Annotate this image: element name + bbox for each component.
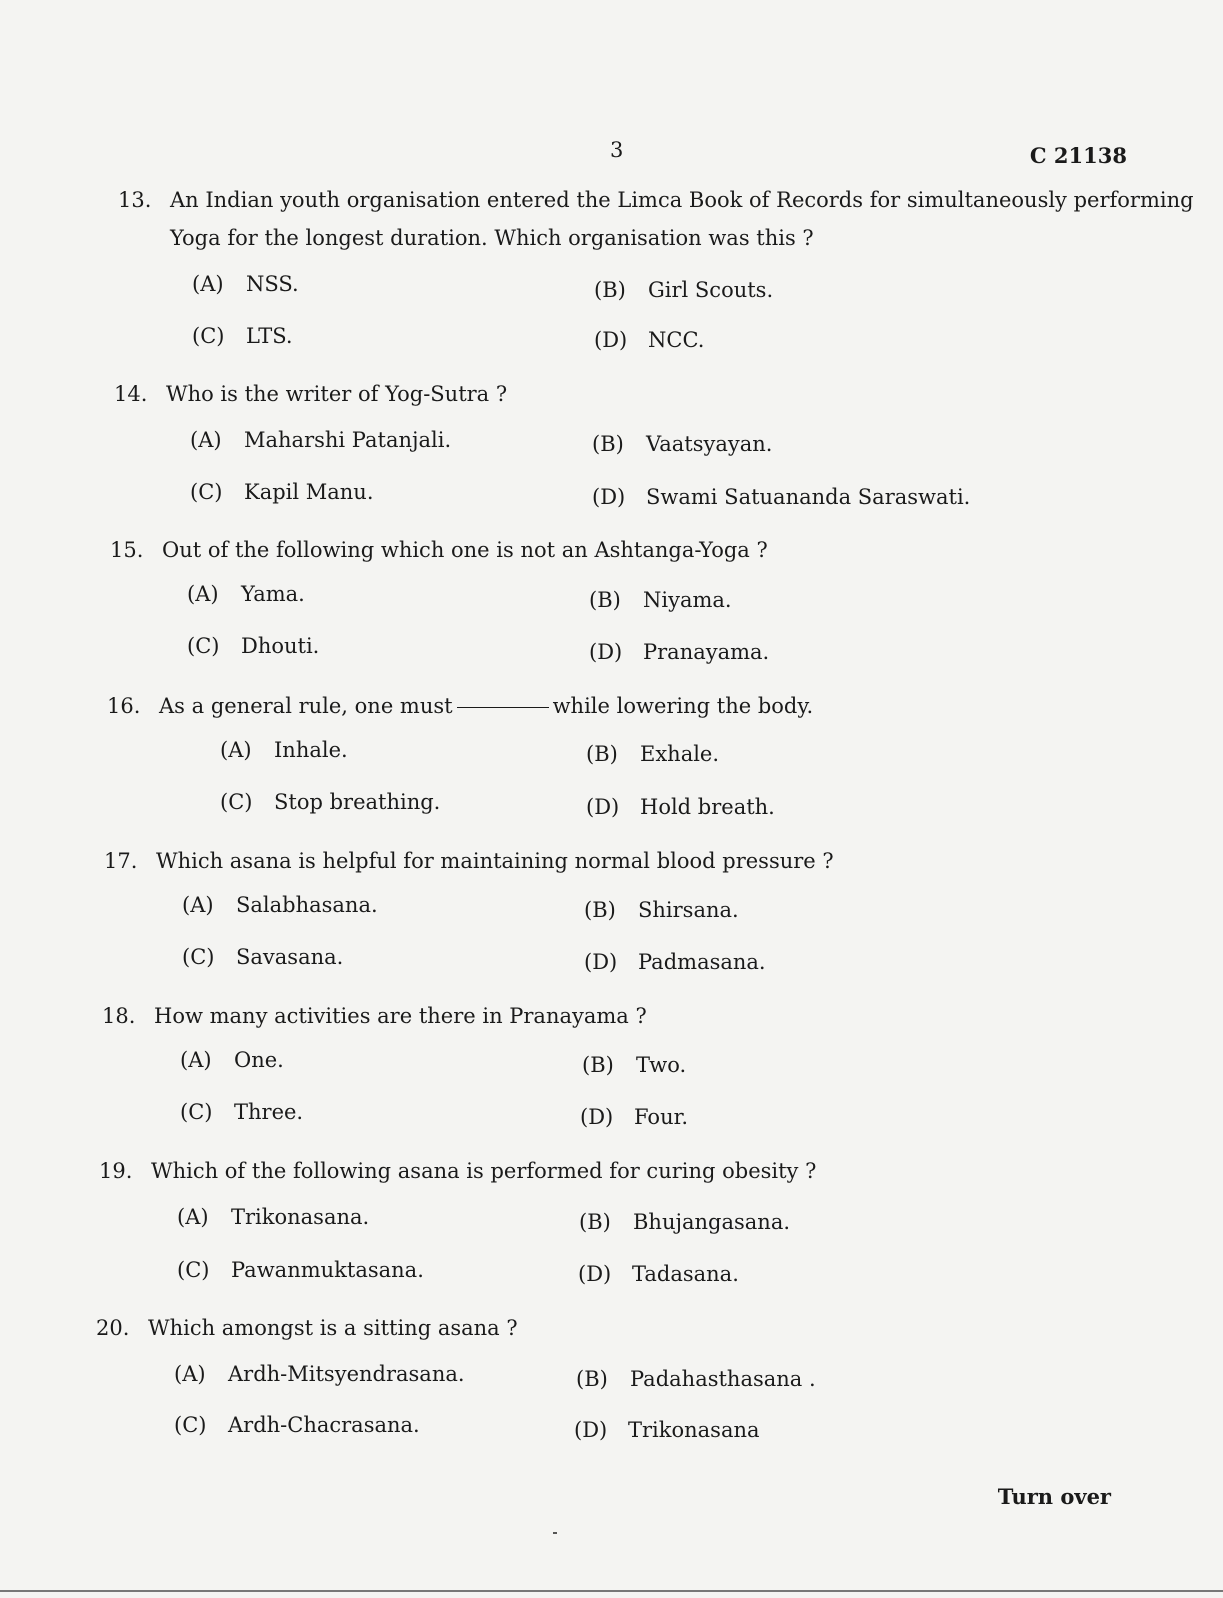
- option-b: [592, 432, 772, 456]
- option-letter: (B): [586, 742, 618, 766]
- option-letter: (A): [192, 272, 224, 296]
- option-text: Pawanmuktasana.: [231, 1258, 424, 1282]
- option-text: Stop breathing.: [274, 790, 441, 814]
- option-text: Yama.: [241, 582, 305, 606]
- option-d: [574, 1418, 760, 1442]
- option-letter: (D): [594, 328, 628, 352]
- option-text: Kapil Manu.: [244, 480, 374, 504]
- option-text: Bhujangasana.: [633, 1210, 791, 1234]
- option-text: Maharshi Patanjali.: [244, 428, 452, 452]
- option-a: [174, 1362, 465, 1386]
- option-text: NCC.: [648, 328, 705, 352]
- option-letter: (D): [574, 1418, 608, 1442]
- question-20: [96, 1310, 996, 1350]
- option-text: NSS.: [246, 272, 299, 296]
- scan-speck: [553, 1532, 557, 1534]
- option-text: Shirsana.: [638, 898, 739, 922]
- question-number: 20.: [96, 1316, 130, 1340]
- option-a: [180, 1048, 284, 1072]
- option-a: [190, 428, 451, 452]
- option-letter: (C): [220, 790, 253, 814]
- option-d: [580, 1105, 688, 1129]
- option-letter: (A): [174, 1362, 206, 1386]
- question-number: 19.: [99, 1159, 133, 1183]
- option-c: [187, 634, 319, 658]
- option-letter: (A): [220, 738, 252, 762]
- option-text: Trikonasana: [628, 1418, 760, 1442]
- option-text: Swami Satuananda Saraswati.: [646, 485, 971, 509]
- question-19: [99, 1153, 999, 1193]
- fill-in-blank: [457, 707, 549, 708]
- question-text: An Indian youth organisation entered the Limca Book of Records for simultaneously performing: [170, 188, 1194, 212]
- option-c: [220, 790, 440, 814]
- option-letter: (B): [576, 1367, 608, 1391]
- option-a: [182, 893, 378, 917]
- question-text: Which amongst is a sitting asana ?: [148, 1316, 518, 1340]
- question-15: [110, 532, 1010, 572]
- question-text-continued: Yoga for the longest duration. Which organisation was this ?: [170, 226, 814, 250]
- option-text: Trikonasana.: [231, 1205, 370, 1229]
- question-text: Which asana is helpful for maintaining normal blood pressure ?: [156, 849, 834, 873]
- question-number: 13.: [118, 188, 152, 212]
- option-b: [576, 1367, 816, 1391]
- option-letter: (D): [592, 485, 626, 509]
- question-13: [118, 182, 1194, 262]
- option-text: Three.: [234, 1100, 304, 1124]
- option-text: LTS.: [246, 324, 293, 348]
- option-letter: (C): [182, 945, 215, 969]
- option-b: [594, 278, 773, 302]
- question-number: 18.: [102, 1004, 136, 1028]
- option-text: Exhale.: [640, 742, 720, 766]
- option-text: One.: [234, 1048, 284, 1072]
- option-d: [594, 328, 704, 352]
- option-d: [586, 795, 775, 819]
- option-text: Padahasthasana .: [630, 1367, 816, 1391]
- option-letter: (B): [592, 432, 624, 456]
- option-a: [177, 1205, 369, 1229]
- option-text: Inhale.: [274, 738, 348, 762]
- paper-code: C 21138: [1029, 143, 1127, 168]
- option-letter: (A): [187, 582, 219, 606]
- option-d: [592, 485, 970, 509]
- option-letter: (C): [177, 1258, 210, 1282]
- question-16: [107, 688, 1007, 728]
- option-letter: (B): [589, 588, 621, 612]
- option-text: Ardh-Mitsyendrasana.: [228, 1362, 465, 1386]
- option-a: [220, 738, 348, 762]
- question-number: 17.: [104, 849, 138, 873]
- option-letter: (B): [582, 1053, 614, 1077]
- option-c: [190, 480, 374, 504]
- question-text-before-blank: As a general rule, one must: [159, 694, 453, 718]
- question-text: Out of the following which one is not an Ashtanga-Yoga ?: [162, 538, 768, 562]
- option-letter: (C): [192, 324, 225, 348]
- option-text: Vaatsyayan.: [646, 432, 773, 456]
- question-text: Which of the following asana is performed for curing obesity ?: [151, 1159, 817, 1183]
- option-a: [192, 272, 299, 296]
- option-text: Niyama.: [643, 588, 732, 612]
- option-text: Pranayama.: [643, 640, 770, 664]
- question-14: [114, 376, 1014, 416]
- page-number: 3: [610, 138, 624, 162]
- option-letter: (B): [584, 898, 616, 922]
- option-a: [187, 582, 305, 606]
- option-b: [584, 898, 739, 922]
- option-letter: (C): [190, 480, 223, 504]
- option-text: Savasana.: [236, 945, 344, 969]
- option-letter: (D): [589, 640, 623, 664]
- option-text: Two.: [636, 1053, 687, 1077]
- question-18: [102, 998, 1002, 1038]
- option-c: [182, 945, 343, 969]
- option-letter: (B): [579, 1210, 611, 1234]
- option-text: Girl Scouts.: [648, 278, 774, 302]
- option-letter: (A): [180, 1048, 212, 1072]
- option-letter: (D): [586, 795, 620, 819]
- option-text: Ardh-Chacrasana.: [228, 1413, 420, 1437]
- option-letter: (C): [174, 1413, 207, 1437]
- option-d: [584, 950, 766, 974]
- option-letter: (D): [578, 1262, 612, 1286]
- option-c: [192, 324, 293, 348]
- option-d: [578, 1262, 739, 1286]
- option-letter: (C): [180, 1100, 213, 1124]
- question-17: [104, 843, 1004, 883]
- option-d: [589, 640, 769, 664]
- question-text: [159, 688, 813, 724]
- option-text: Salabhasana.: [236, 893, 378, 917]
- option-letter: (B): [594, 278, 626, 302]
- option-b: [582, 1053, 686, 1077]
- option-c: [180, 1100, 303, 1124]
- option-text: Four.: [634, 1105, 688, 1129]
- option-c: [174, 1413, 420, 1437]
- page-edge-line: [0, 1590, 1223, 1592]
- option-text: Hold breath.: [640, 795, 775, 819]
- turn-over-label: Turn over: [997, 1484, 1111, 1509]
- option-letter: (A): [190, 428, 222, 452]
- option-c: [177, 1258, 424, 1282]
- question-text: Who is the writer of Yog-Sutra ?: [166, 382, 508, 406]
- option-letter: (A): [177, 1205, 209, 1229]
- option-letter: (A): [182, 893, 214, 917]
- question-text: How many activities are there in Pranayama ?: [154, 1004, 647, 1028]
- option-letter: (D): [580, 1105, 614, 1129]
- question-number: 15.: [110, 538, 144, 562]
- question-number: 16.: [107, 694, 141, 718]
- option-text: Dhouti.: [241, 634, 320, 658]
- option-letter: (D): [584, 950, 618, 974]
- option-b: [586, 742, 719, 766]
- option-b: [579, 1210, 790, 1234]
- question-number: 14.: [114, 382, 148, 406]
- question-text-after-blank: while lowering the body.: [552, 694, 814, 718]
- option-b: [589, 588, 732, 612]
- option-text: Tadasana.: [632, 1262, 739, 1286]
- option-text: Padmasana.: [638, 950, 766, 974]
- option-letter: (C): [187, 634, 220, 658]
